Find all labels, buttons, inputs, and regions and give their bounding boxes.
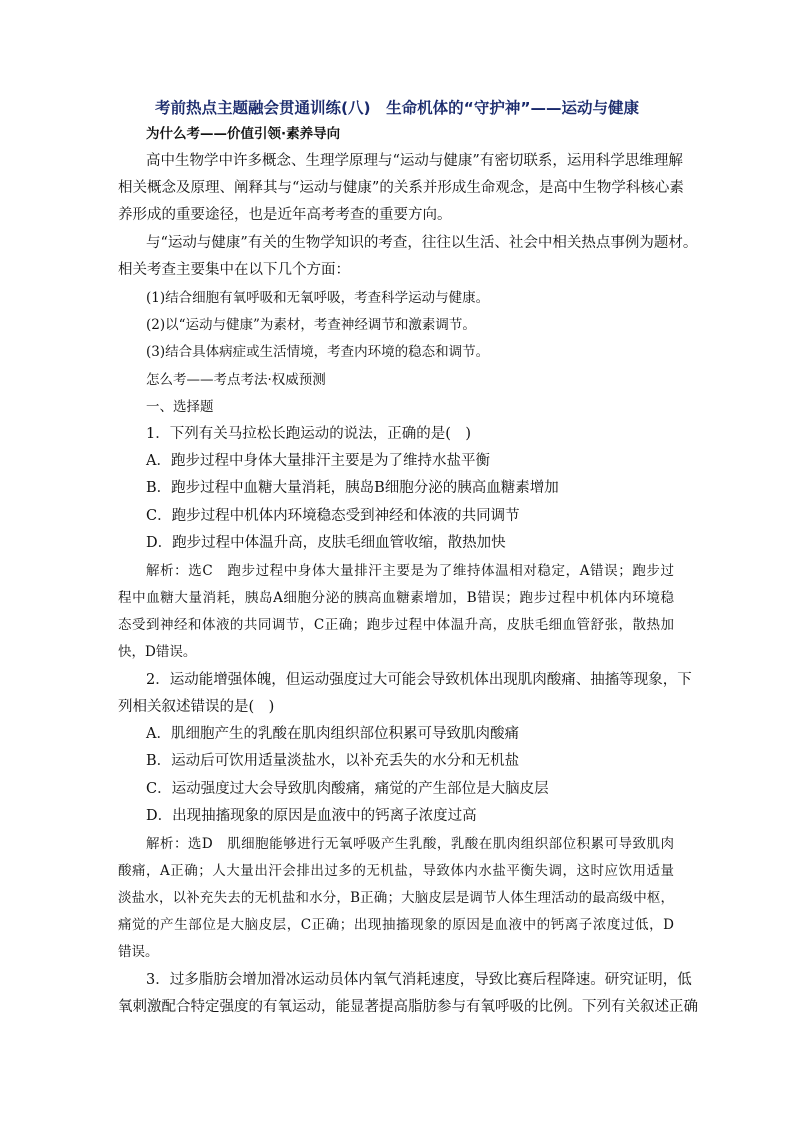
q1-option-a: A．跑步过程中身体大量排汗主要是为了维持水盐平衡 xyxy=(146,453,490,469)
q1-analysis-line-2: 程中血糖大量消耗，胰岛A细胞分泌的胰高血糖素增加，B错误；跑步过程中机体内环境稳 xyxy=(118,590,674,606)
q2-option-a: A．肌细胞产生的乳酸在肌肉组织部位积累可导致肌肉酸痛 xyxy=(146,726,519,742)
how-heading: 怎么考——考点考法·权威预测 xyxy=(146,372,326,388)
q2-option-c: C．运动强度过大会导致肌肉酸痛，痛觉的产生部位是大脑皮层 xyxy=(146,781,549,797)
intro-point-2: (2)以“运动与健康”为素材，考查神经调节和激素调节。 xyxy=(146,317,476,333)
q1-stem: 1．下列有关马拉松长跑运动的说法，正确的是( ) xyxy=(146,426,472,442)
q1-analysis-line-4: 快，D错误。 xyxy=(118,644,197,660)
q3-stem-line-1: 3．过多脂肪会增加滑冰运动员体内氧气消耗速度，导致比赛后程降速。研究证明，低 xyxy=(146,972,692,988)
q1-analysis-line-3: 态受到神经和体液的共同调节，C正确；跑步过程中体温升高，皮肤毛细血管舒张，散热加 xyxy=(118,617,674,633)
page-title: 考前热点主题融会贯通训练(八) 生命机体的“守护神”——运动与健康 xyxy=(154,99,640,117)
q1-option-d: D．跑步过程中体温升高，皮肤毛细血管收缩，散热加快 xyxy=(146,535,506,551)
q1-analysis-line-1: 解析：选C 跑步过程中身体大量排汗主要是为了维持体温相对稳定，A错误；跑步过 xyxy=(146,563,674,579)
q3-stem-line-2: 氧刺激配合特定强度的有氧运动，能显著提高脂肪参与有氧呼吸的比例。下列有关叙述正确 xyxy=(118,999,698,1015)
intro-heading: 为什么考——价值引领·素养导向 xyxy=(146,126,341,142)
q2-stem-line-1: 2．运动能增强体魄，但运动强度过大可能会导致机体出现肌肉酸痛、抽搐等现象，下 xyxy=(146,672,692,688)
q1-option-c: C．跑步过程中机体内环境稳态受到神经和体液的共同调节 xyxy=(146,508,520,524)
q2-option-b: B．运动后可饮用适量淡盐水，以补充丢失的水分和无机盐 xyxy=(146,753,520,769)
q2-analysis-line-3: 淡盐水，以补充失去的无机盐和水分，B正确；大脑皮层是调节人体生理活动的最高级中枢， xyxy=(118,890,674,906)
q2-stem-line-2: 列相关叙述错误的是( ) xyxy=(118,699,275,715)
intro-point-3: (3)结合具体病症或生活情境，考查内环境的稳态和调节。 xyxy=(146,344,490,360)
section-heading: 一、选择题 xyxy=(146,399,214,415)
q2-analysis-line-1: 解析：选D 肌细胞能够进行无氧呼吸产生乳酸，乳酸在肌肉组织部位积累可导致肌肉 xyxy=(146,836,674,852)
q2-analysis-line-5: 错误。 xyxy=(118,944,159,960)
q2-option-d: D．出现抽搐现象的原因是血液中的钙离子浓度过高 xyxy=(146,808,477,824)
intro-paragraph-2-line-2: 相关考查主要集中在以下几个方面： xyxy=(118,262,350,278)
intro-paragraph-1-line-1: 高中生物学中许多概念、生理学原理与“运动与健康”有密切联系，运用科学思维理解 xyxy=(146,153,683,169)
q2-analysis-line-2: 酸痛，A正确；人大量出汗会排出过多的无机盐，导致体内水盐平衡失调，这时应饮用适量 xyxy=(118,863,674,879)
intro-paragraph-1-line-2: 相关概念及原理、阐释其与“运动与健康”的关系并形成生命观念，是高中生物学科核心素 xyxy=(118,180,684,196)
intro-paragraph-2-line-1: 与“运动与健康”有关的生物学知识的考查，往往以生活、社会中相关热点事例为题材。 xyxy=(146,235,698,251)
intro-point-1: (1)结合细胞有氧呼吸和无氧呼吸，考查科学运动与健康。 xyxy=(146,290,490,306)
q1-option-b: B．跑步过程中血糖大量消耗，胰岛B细胞分泌的胰高血糖素增加 xyxy=(146,480,559,496)
q2-analysis-line-4: 痛觉的产生部位是大脑皮层，C正确；出现抽搐现象的原因是血液中的钙离子浓度过低，D xyxy=(118,917,674,933)
intro-paragraph-1-line-3: 养形成的重要途径，也是近年高考考查的重要方向。 xyxy=(118,207,452,223)
